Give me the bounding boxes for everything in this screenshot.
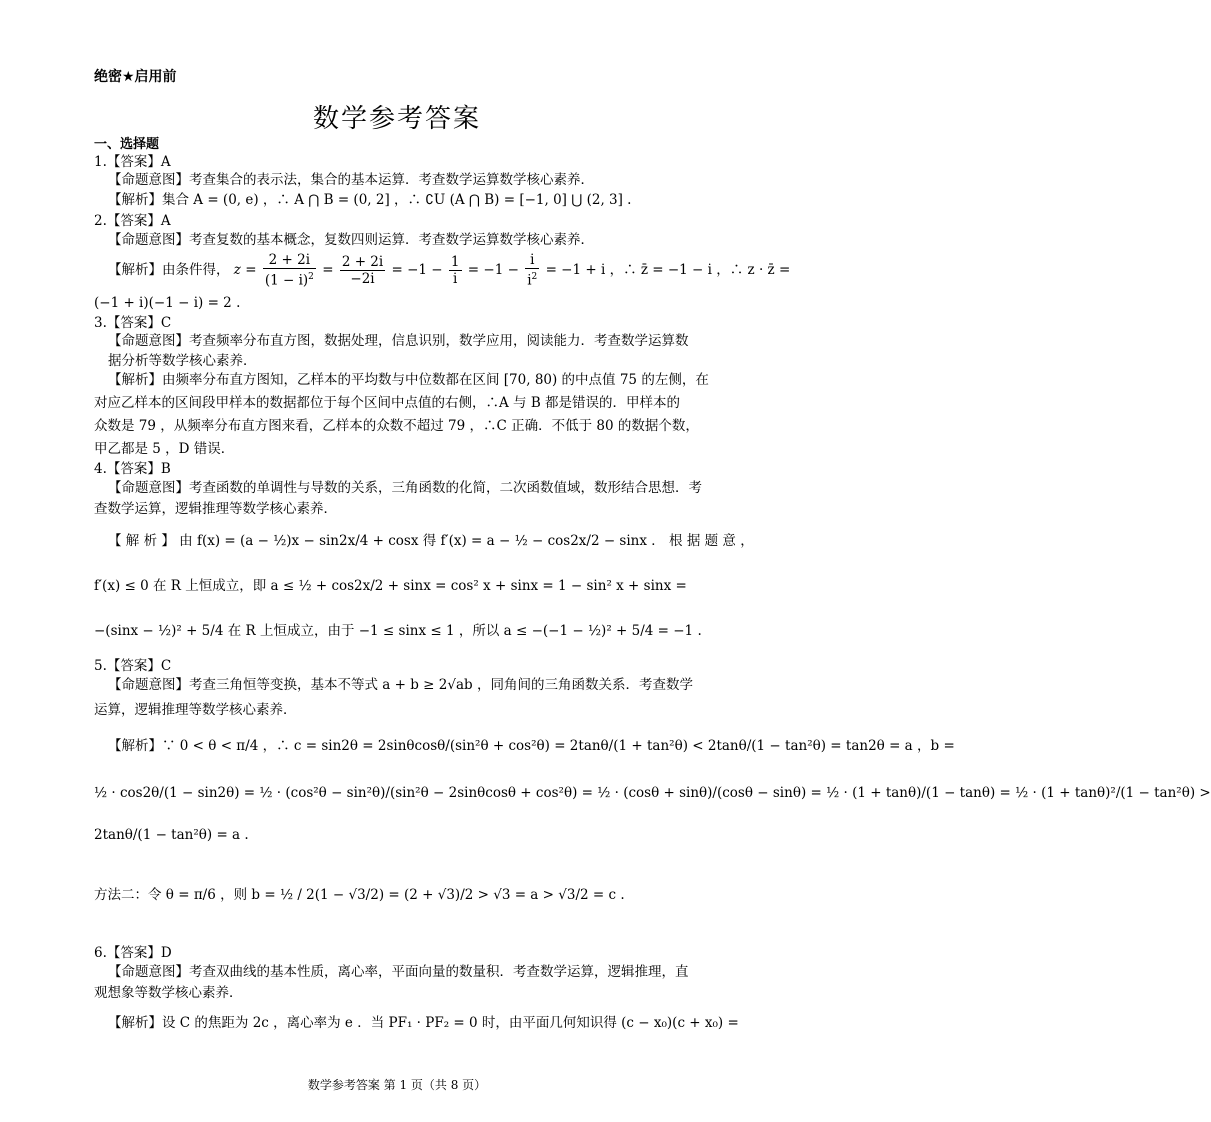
q1-analysis: 【解析】集合 A = (0, e) ，∴ A ⋂ B = (0, 2] ，∴ ∁U (A ⋂ B) = [−1, 0] ⋃ (2, 3] . [108, 192, 632, 208]
confidential-mark: 绝密★启用前 [94, 69, 177, 85]
q5-analysis-line3: 2tanθ/(1 − tan²θ) = a . [94, 827, 249, 843]
q3-intent-line2: 据分析等数学核心素养． [108, 353, 257, 369]
q5-intent-line2: 运算，逻辑推理等数学核心素养． [94, 702, 297, 718]
q5-answer: 5.【答案】C [94, 658, 172, 674]
q3-analysis-line1: 【解析】由频率分布直方图知，乙样本的平均数与中位数都在区间 [70, 80) 的中点值 75 的左侧，在 [108, 372, 709, 388]
fraction: $\frac{2 + 2i}{(1 - i)^2}$ [264, 252, 314, 289]
q4-analysis-line3: −(sinx − ½)² + 5/4 在 R 上恒成立，由于 −1 ≤ sinx ≤ 1 ，所以 a ≤ −(−1 − ½)² + 5/4 = −1 . [94, 623, 702, 639]
q6-intent-line2: 观想象等数学核心素养． [94, 985, 243, 1001]
page-title: 数学参考答案 [312, 104, 481, 134]
q2-analysis-line2: (−1 + i)(−1 − i) = 2 . [94, 295, 241, 311]
page-footer: 数学参考答案 第 1 页（共 8 页） [307, 1078, 487, 1092]
q2-analysis-tail: = −1 + i ，∴ z̄ = −1 − i ，∴ z · z̄ = [545, 262, 791, 278]
fraction: $\frac{2 + 2i}{-2i}$ [341, 254, 384, 287]
q5-analysis-line1: 【解析】∵ 0 < θ < π/4 ，∴ c = sin2θ = 2sinθcosθ/(sin²θ + cos²θ) = 2tanθ/(1 + tan²θ) < 2tanθ/(1 − tan²θ) = tan2θ = a ，b = [108, 738, 955, 754]
q4-intent-line1: 【命题意图】考查函数的单调性与导数的关系，三角函数的化简，二次函数值域，数形结合思想．考 [108, 480, 702, 496]
q4-analysis-line1: 【 解 析 】 由 f(x) = (a − ½)x − sin2x/4 + cosx 得 f′(x) = a − ½ − cos2x/2 − sinx ． 根 据 题 意 ， [108, 533, 754, 549]
q4-analysis-line2: f′(x) ≤ 0 在 R 上恒成立，即 a ≤ ½ + cos2x/2 + sinx = cos² x + sinx = 1 − sin² x + sinx = [94, 578, 687, 594]
q2-analysis-lead: 【解析】由条件得， [108, 262, 230, 278]
q2-analysis-mid2: = −1 − [467, 262, 524, 278]
q4-answer: 4.【答案】B [94, 461, 171, 477]
q2-intent: 【命题意图】考查复数的基本概念，复数四则运算．考查数学运算数学核心素养． [108, 232, 594, 248]
q5-analysis-line2: ½ · cos2θ/(1 − sin2θ) = ½ · (cos²θ − sin²θ)/(sin²θ − 2sinθcosθ + cos²θ) = ½ · (cosθ + sinθ)/(cosθ − sinθ) = ½ · (1 + tanθ)/(1 − tanθ) = ½ · (1 + tanθ)²/(1 − tan²θ) > [94, 785, 1211, 801]
q2-analysis-mid: = −1 − [391, 262, 447, 278]
q3-analysis-line3: 众数是 79 ，从频率分布直方图来看，乙样本的众数不超过 79 ，∴C 正确．不低于 80 的数据个数， [94, 418, 699, 434]
q1-intent: 【命题意图】考查集合的表示法，集合的基本运算．考查数学运算数学核心素养． [108, 172, 594, 188]
q1-answer: 1.【答案】A [94, 154, 171, 170]
q5-method-two: 方法二：令 θ = π/6 ，则 b = ½ / 2(1 − √3/2) = (2 + √3)/2 > √3 = a > √3/2 = c . [94, 887, 625, 903]
q3-intent-line1: 【命题意图】考查频率分布直方图，数据处理，信息识别，数学应用，阅读能力．考查数学运算数 [108, 333, 689, 349]
fraction: $\frac{1}{i}$ [450, 254, 460, 287]
q5-intent-line1: 【命题意图】考查三角恒等变换，基本不等式 a + b ≥ 2√ab ，同角间的三角函数关系．考查数学 [108, 677, 693, 693]
fraction: $\frac{i}{i^2}$ [527, 252, 538, 289]
q4-intent-line2: 查数学运算，逻辑推理等数学核心素养． [94, 501, 337, 517]
q3-analysis-line4: 甲乙都是 5 ，D 错误． [94, 441, 235, 457]
q6-intent-line1: 【命题意图】考查双曲线的基本性质，离心率，平面向量的数量积．考查数学运算，逻辑推理，直 [108, 964, 689, 980]
q6-analysis-line1: 【解析】设 C 的焦距为 2c ，离心率为 e ．当 PF₁ · PF₂ = 0 时，由平面几何知识得 (c − x₀)(c + x₀) = [108, 1015, 739, 1031]
q3-analysis-line2: 对应乙样本的区间段甲样本的数据都位于每个区间中点值的右侧，∴A 与 B 都是错误的．甲样本的 [94, 395, 681, 411]
q2-answer: 2.【答案】A [94, 213, 171, 229]
q6-answer: 6.【答案】D [94, 945, 172, 961]
section-heading: 一、选择题 [94, 137, 160, 152]
q3-answer: 3.【答案】C [94, 315, 172, 331]
q2-analysis-line1: 【解析】由条件得， z = $\frac{2 + 2i}{(1 - i)^2}$ = $\frac{2 + 2i}{-2i}$ = −1 − $\frac{1}{i}$ = −1 − $\frac{i}{i^2}$ = −1 + i ，∴ z̄ = −1 − i ，∴ z · z̄ = [108, 252, 791, 289]
